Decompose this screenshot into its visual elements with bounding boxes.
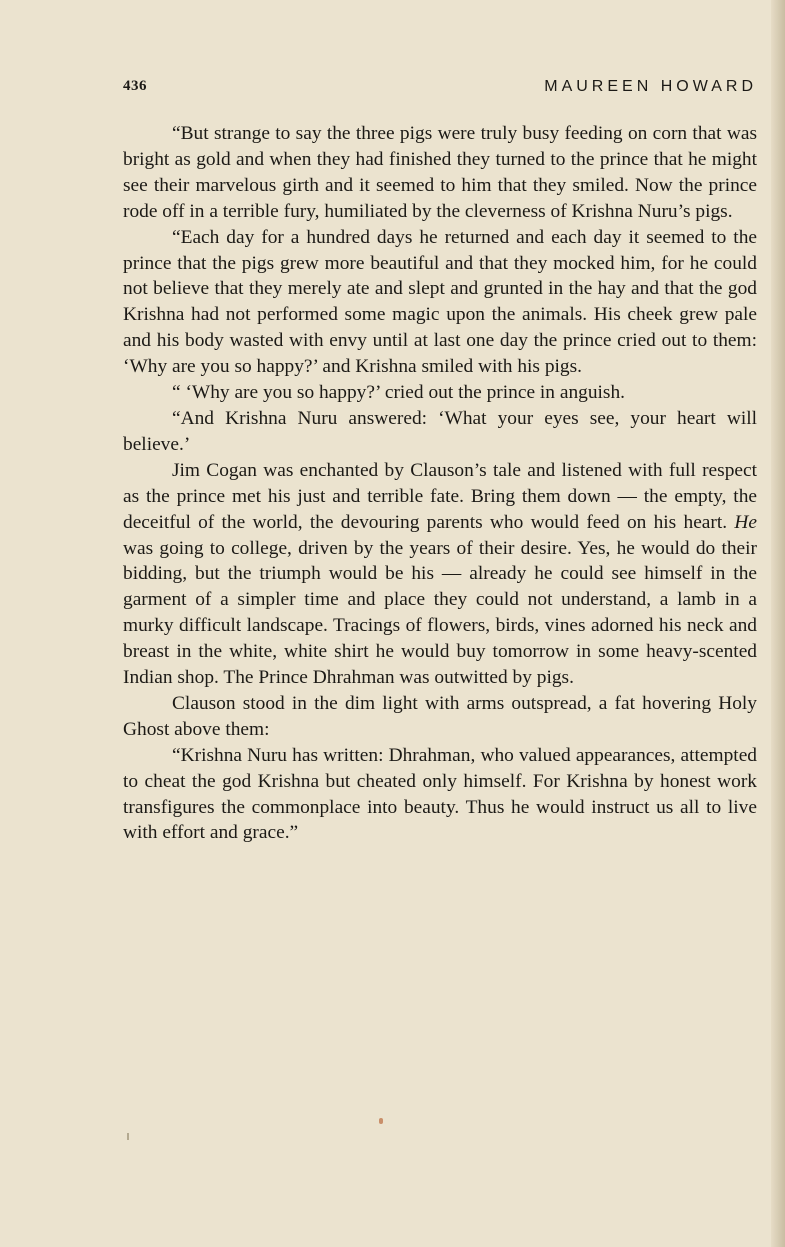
page-header	[123, 78, 757, 100]
paragraph: “Krishna Nuru has written: Dhrahman, who valued appearances, attempted to cheat the god Krishna but cheated only himself. For Krishna by honest work transfigures the commonplace into beauty. Thus he would instruct us all to live with effort and grace.”	[123, 744, 757, 844]
text-run: Jim Cogan was enchanted by Clauson’s tale and listened with full respect as the prince met his just and terrible fate. Bring them down — the empty, the deceitful of the world, the devouring parents who would feed on his heart.	[123, 459, 757, 533]
paragraph: Clauson stood in the dim light with arms outspread, a fat hovering Holy Ghost above them:	[123, 692, 757, 740]
body-text	[123, 121, 757, 846]
paragraph	[123, 458, 757, 691]
paragraph: “ ‘Why are you so happy?’ cried out the prince in anguish.	[172, 382, 626, 404]
page-edge-shadow	[771, 0, 785, 1247]
paragraph: “Each day for a hundred days he returned and each day it seemed to the prince that the pigs grew more beautiful and that they mocked him, for he could not believe that they merely ate and slept and grunted in the hay and that the god Krishna had not performed some magic upon the animals. His cheek grew pale and his body wasted with envy until at last one day the prince cried out to them: ‘Why are you so happy?’ and Krishna smiled with his pigs.	[123, 226, 757, 378]
paragraph: “And Krishna Nuru answered: ‘What your eyes see, your heart will believe.’	[123, 407, 757, 455]
italic-run: He	[734, 511, 757, 533]
page-number: 436	[123, 78, 147, 94]
ink-speck	[127, 1133, 129, 1140]
paragraph: “But strange to say the three pigs were truly busy feeding on corn that was bright as gold and when they had finished they turned to the prince that he might see their marvelous girth and it seemed to him that they smiled. Now the prince rode off in a terrible fury, humiliated by the cleverness of Krishna Nuru’s pigs.	[123, 123, 757, 222]
text-run: was going to college, driven by the years of their desire. Yes, he would do their bidding, but the triumph would be his — already he could see himself in the garment of a simpler time and place they could not understand, a lamb in a murky difficult landscape. Tracings of flowers, birds, vines adorned his neck and breast in the white, white shirt he would buy tomorrow in some heavy-scented Indian shop. The Prince Dhrahman was outwitted by pigs.	[123, 537, 757, 689]
running-head: MAUREEN HOWARD	[544, 78, 757, 95]
ink-speck	[379, 1118, 383, 1124]
